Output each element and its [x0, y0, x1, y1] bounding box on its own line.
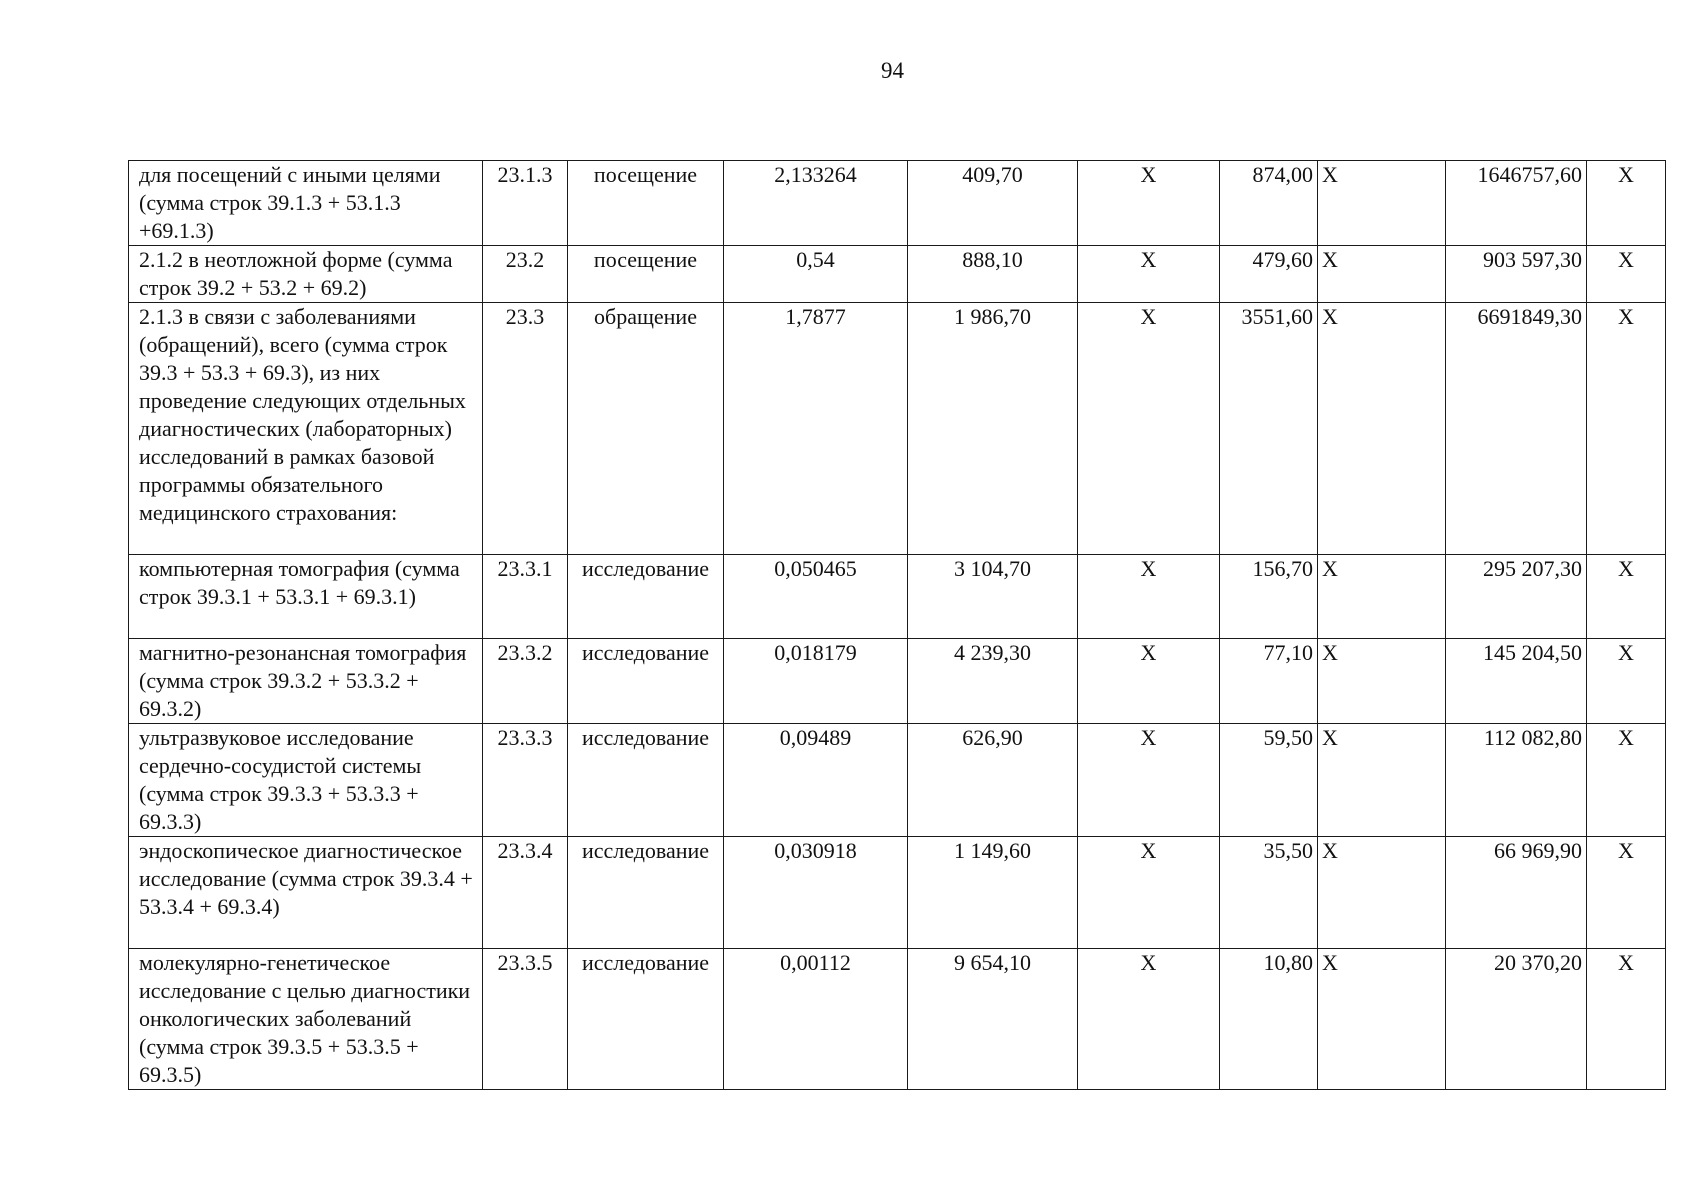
table-row	[129, 724, 1666, 837]
row-x-mark: X	[1587, 161, 1666, 246]
row-norm: 0,09489	[724, 724, 908, 837]
row-x-mark: X	[1318, 639, 1446, 724]
row-x-mark: X	[1587, 949, 1666, 1090]
table-row	[129, 837, 1666, 949]
row-per-capita: 874,00	[1220, 161, 1318, 246]
row-x-mark: X	[1318, 837, 1446, 949]
row-total: 112 082,80	[1446, 724, 1587, 837]
row-x-mark: X	[1587, 303, 1666, 555]
row-unit: исследование	[568, 949, 724, 1090]
row-name: для посещений с иными целями (сумма строк 39.1.3 + 53.1.3 +69.1.3)	[129, 161, 483, 246]
table-row	[129, 161, 1666, 246]
row-x-mark: X	[1078, 724, 1220, 837]
row-name: магнитно-резонансная томография (сумма строк 39.3.2 + 53.3.2 + 69.3.2)	[129, 639, 483, 724]
row-unit: исследование	[568, 724, 724, 837]
table-row	[129, 555, 1666, 639]
row-norm: 0,050465	[724, 555, 908, 639]
row-norm: 0,54	[724, 246, 908, 303]
row-name: компьютерная томография (сумма строк 39.3.1 + 53.3.1 + 69.3.1)	[129, 555, 483, 639]
row-total: 6691849,30	[1446, 303, 1587, 555]
row-per-capita: 35,50	[1220, 837, 1318, 949]
row-name: 2.1.3 в связи с заболеваниями (обращений), всего (сумма строк 39.3 + 53.3 + 69.3), из них проведение следующих отдельных диагностических (лабораторных) исследований в рамках базовой программы обязательного медицинского страхования:	[129, 303, 483, 555]
row-per-capita: 479,60	[1220, 246, 1318, 303]
row-unit: исследование	[568, 639, 724, 724]
row-cost: 1 986,70	[908, 303, 1078, 555]
row-name: ультразвуковое исследование сердечно-сосудистой системы (сумма строк 39.3.3 + 53.3.3 + 69.3.3)	[129, 724, 483, 837]
row-norm: 2,133264	[724, 161, 908, 246]
row-cost: 409,70	[908, 161, 1078, 246]
row-code: 23.3.2	[483, 639, 568, 724]
row-x-mark: X	[1318, 246, 1446, 303]
tariff-table	[128, 160, 1666, 1090]
row-x-mark: X	[1078, 949, 1220, 1090]
row-unit: исследование	[568, 837, 724, 949]
row-name: 2.1.2 в неотложной форме (сумма строк 39.2 + 53.2 + 69.2)	[129, 246, 483, 303]
row-x-mark: X	[1587, 724, 1666, 837]
row-total: 20 370,20	[1446, 949, 1587, 1090]
row-cost: 888,10	[908, 246, 1078, 303]
row-total: 145 204,50	[1446, 639, 1587, 724]
row-unit: посещение	[568, 246, 724, 303]
row-x-mark: X	[1078, 555, 1220, 639]
row-total: 903 597,30	[1446, 246, 1587, 303]
row-x-mark: X	[1318, 303, 1446, 555]
row-per-capita: 59,50	[1220, 724, 1318, 837]
row-code: 23.3.3	[483, 724, 568, 837]
row-name: эндоскопическое диагностическое исследование (сумма строк 39.3.4 + 53.3.4 + 69.3.4)	[129, 837, 483, 949]
row-norm: 0,00112	[724, 949, 908, 1090]
table-row	[129, 246, 1666, 303]
row-x-mark: X	[1318, 161, 1446, 246]
row-cost: 3 104,70	[908, 555, 1078, 639]
row-x-mark: X	[1318, 724, 1446, 837]
table-row	[129, 303, 1666, 555]
row-code: 23.3.4	[483, 837, 568, 949]
row-unit: обращение	[568, 303, 724, 555]
row-x-mark: X	[1318, 555, 1446, 639]
row-name: молекулярно-генетическое исследование с целью диагностики онкологических заболеваний (сумма строк 39.3.5 + 53.3.5 + 69.3.5)	[129, 949, 483, 1090]
row-unit: исследование	[568, 555, 724, 639]
row-cost: 626,90	[908, 724, 1078, 837]
row-x-mark: X	[1318, 949, 1446, 1090]
row-code: 23.3.1	[483, 555, 568, 639]
row-total: 295 207,30	[1446, 555, 1587, 639]
row-code: 23.1.3	[483, 161, 568, 246]
row-cost: 9 654,10	[908, 949, 1078, 1090]
row-unit: посещение	[568, 161, 724, 246]
table-row	[129, 949, 1666, 1090]
row-per-capita: 77,10	[1220, 639, 1318, 724]
row-x-mark: X	[1078, 837, 1220, 949]
row-cost: 1 149,60	[908, 837, 1078, 949]
row-per-capita: 10,80	[1220, 949, 1318, 1090]
row-x-mark: X	[1078, 246, 1220, 303]
row-total: 1646757,60	[1446, 161, 1587, 246]
row-x-mark: X	[1078, 639, 1220, 724]
row-per-capita: 3551,60	[1220, 303, 1318, 555]
row-code: 23.3	[483, 303, 568, 555]
row-cost: 4 239,30	[908, 639, 1078, 724]
row-x-mark: X	[1587, 639, 1666, 724]
row-norm: 0,030918	[724, 837, 908, 949]
page-number: 94	[881, 58, 904, 83]
row-norm: 0,018179	[724, 639, 908, 724]
table-row	[129, 639, 1666, 724]
row-code: 23.3.5	[483, 949, 568, 1090]
row-x-mark: X	[1078, 303, 1220, 555]
row-x-mark: X	[1587, 246, 1666, 303]
row-per-capita: 156,70	[1220, 555, 1318, 639]
row-total: 66 969,90	[1446, 837, 1587, 949]
row-norm: 1,7877	[724, 303, 908, 555]
row-code: 23.2	[483, 246, 568, 303]
row-x-mark: X	[1078, 161, 1220, 246]
row-x-mark: X	[1587, 555, 1666, 639]
row-x-mark: X	[1587, 837, 1666, 949]
